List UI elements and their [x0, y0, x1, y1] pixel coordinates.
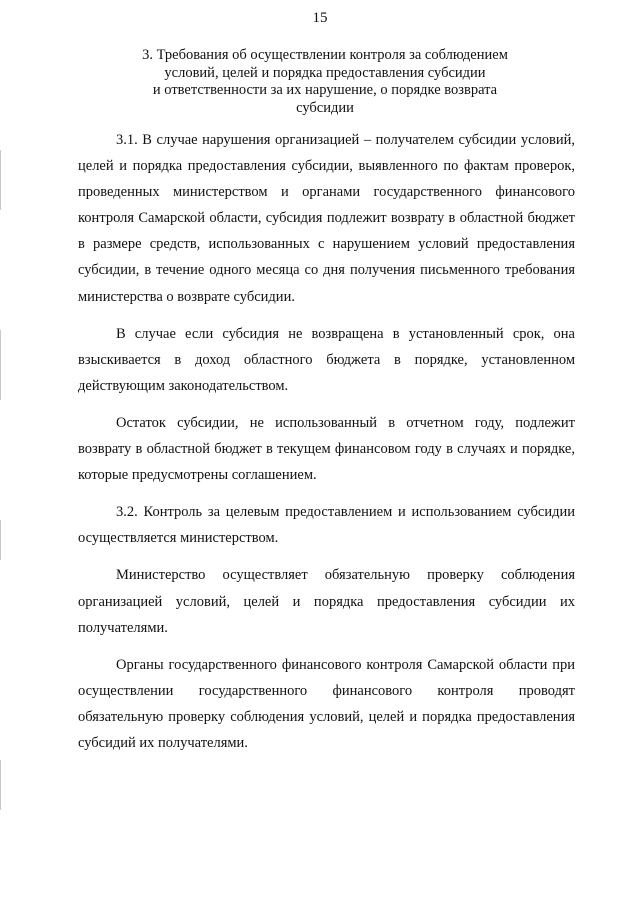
section-heading: [110, 47, 540, 117]
scan-edge-mark: [0, 760, 1, 810]
section-heading-line: 3. Требования об осуществлении контроля за соблюдением: [142, 47, 508, 63]
section-heading-line: субсидии: [296, 99, 354, 116]
paragraph-unused-balance: Остаток субсидии, не использованный в отчетном году, подлежит возврату в областной бюджет в текущем финансовом году в случаях и порядке, которые предусмотрены соглашением.: [78, 414, 575, 484]
section-heading-line: условий, целей и порядка предоставления субсидии: [164, 64, 486, 81]
scan-edge-mark: [0, 520, 1, 560]
paragraph-3-1: 3.1. В случае нарушения организацией – получателем субсидии условий, целей и порядка предоставления субсидии, выявленного по фактам проверок, проведенных министерством и органами государственного финансового контроля Самарской области, субсидия подлежит возврату в областной бюджет в размере средств, использованных с нарушением условий предоставления субсидии, в течение одного месяца со дня получения письменного требования министерства о возврате субсидии.: [78, 132, 575, 305]
scan-edge-mark: [0, 150, 1, 210]
paragraph-refund-deadline: В случае если субсидия не возвращена в установленный срок, она взыскивается в доход областного бюджета в порядке, установленном действующим законодательством.: [78, 325, 575, 394]
page-number: 15: [312, 10, 328, 26]
paragraph-ministry-check: Министерство осуществляет обязательную проверку соблюдения организацией условий, целей и порядка предоставления субсидии их получателями.: [78, 567, 575, 636]
paragraph-financial-control: Органы государственного финансового контроля Самарской области при осуществлении государственного финансового контроля проводят обязательную проверку соблюдения условий, целей и порядка предоставления субсидий их получателями.: [78, 656, 575, 751]
body-text: [78, 127, 575, 756]
scan-edge-mark: [0, 330, 1, 400]
paragraph-3-2: 3.2. Контроль за целевым предоставлением и использованием субсидии осуществляется министерством.: [78, 504, 575, 547]
section-heading-line: и ответственности за их нарушение, о порядке возврата: [152, 82, 498, 98]
